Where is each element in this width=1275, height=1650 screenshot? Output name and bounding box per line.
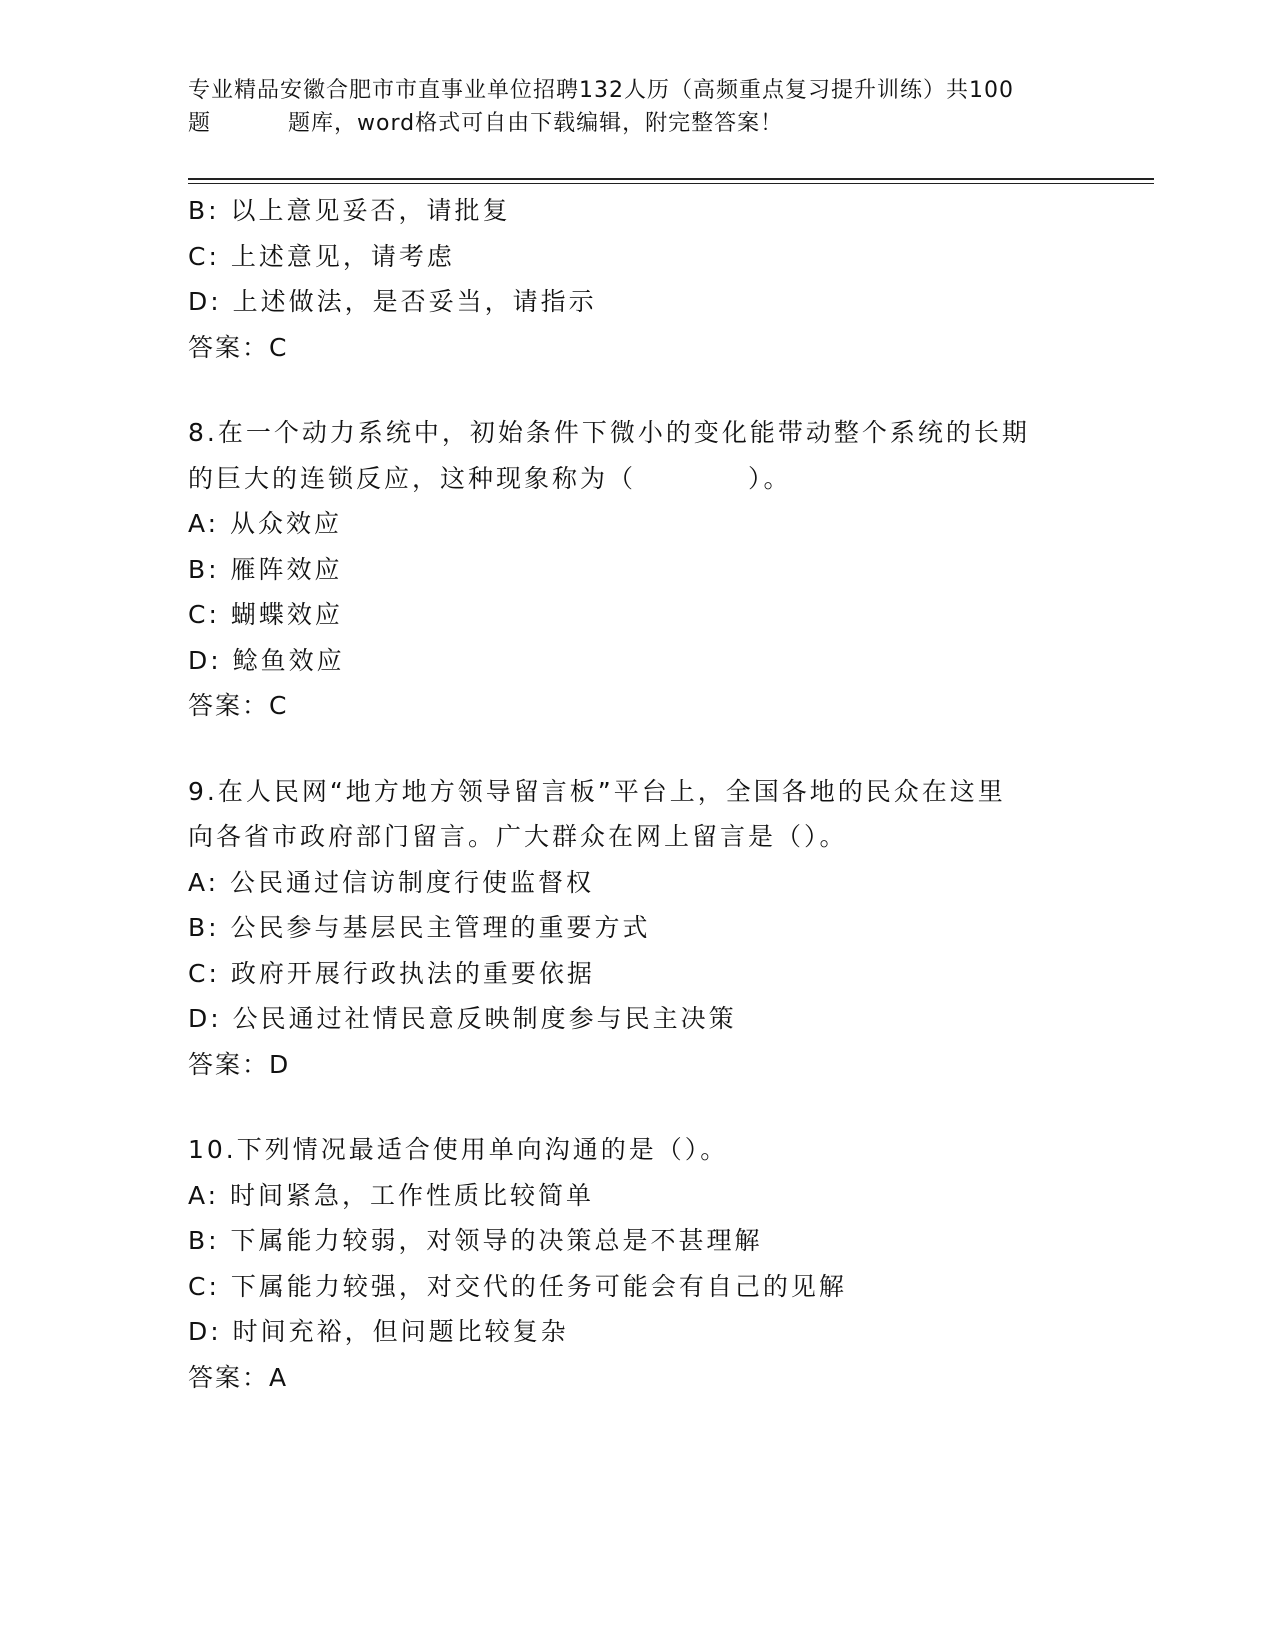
option-a: A: 从众效应 [188,509,343,538]
question-8 [188,410,1088,729]
option-b: B: 以上意见妥否，请批复 [188,196,511,225]
header-title-line2-start: 题 [188,111,212,136]
option-d: D: 鲶鱼效应 [188,645,345,675]
option-d: D: 公民通过社情民意反映制度参与民主决策 [188,1004,737,1033]
header-title-line1: 专业精品安徽合肥市市直事业单位招聘132人历（高频重点复习提升训练）共100 [188,78,1014,103]
question-9 [188,769,1088,1088]
option-d: D: 上述做法，是否妥当，请指示 [188,287,597,316]
header-title-line2 [188,107,1088,140]
option-a: A: 时间紧急，工作性质比较简单 [188,1180,595,1210]
option-b: B: 雁阵效应 [188,554,343,584]
option-c: C: 上述意见，请考虑 [188,241,455,271]
question-gap [188,370,1088,410]
question-gap [188,729,1088,769]
previous-question-tail [188,188,1088,370]
question-stem: 9.在人民网“地方地方领导留言板”平台上，全国各地的民众在这里 [188,776,1006,806]
answer-line: 答案：C [188,691,289,720]
answer-line: 答案：D [188,1049,291,1079]
page-header [188,74,1088,140]
header-title-line2-end: 题库，word格式可自由下载编辑，附完整答案！ [288,111,784,136]
option-c: C: 下属能力较强，对交代的任务可能会有自己的见解 [188,1271,847,1301]
question-stem: 10.下列情况最适合使用单向沟通的是（）。 [188,1135,729,1164]
question-stem: 向各省市政府部门留言。广大群众在网上留言是（）。 [188,822,848,851]
question-gap [188,1087,1088,1127]
option-c: C: 蝴蝶效应 [188,600,343,629]
question-10 [188,1127,1088,1400]
question-stem: 8.在一个动力系统中，初始条件下微小的变化能带动整个系统的长期 [188,418,1030,447]
answer-line: 答案：C [188,332,289,362]
option-a: A: 公民通过信访制度行使监督权 [188,867,595,897]
option-c: C: 政府开展行政执法的重要依据 [188,958,595,988]
header-divider [188,178,1154,184]
option-b: B: 下属能力较弱，对领导的决策总是不甚理解 [188,1226,763,1255]
answer-line: 答案：A [188,1362,289,1392]
option-b: B: 公民参与基层民主管理的重要方式 [188,913,651,942]
option-d: D: 时间充裕，但问题比较复杂 [188,1317,569,1346]
question-stem: 的巨大的连锁反应，这种现象称为（ ）。 [188,463,792,493]
question-content [188,188,1088,1400]
